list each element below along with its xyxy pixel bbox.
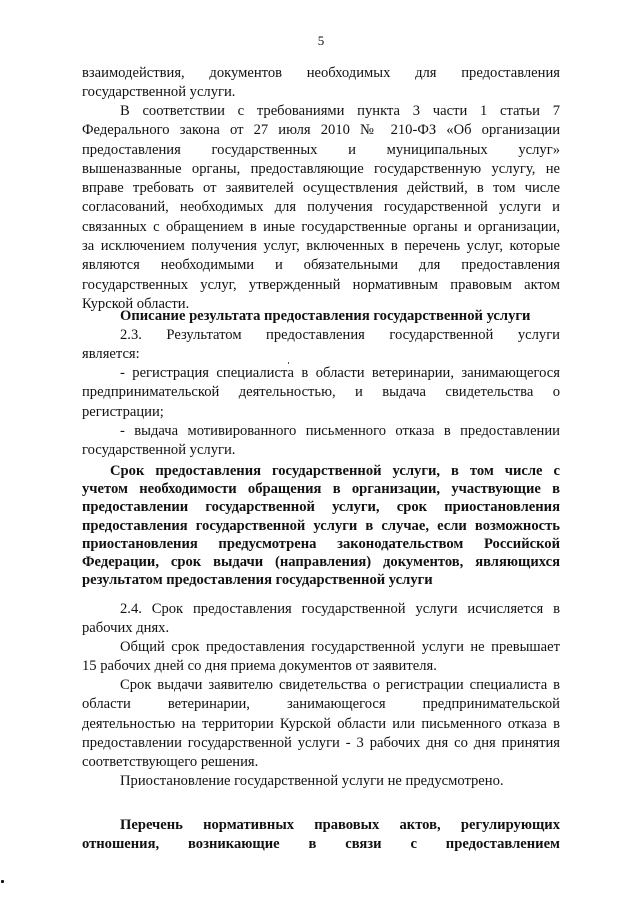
- heading-line: предоставления государственной услуги в случае, если возможность: [82, 517, 560, 534]
- heading-line: приостановления предусмотрена законодательством Российской: [82, 535, 560, 552]
- paragraph-suspension: [82, 772, 560, 791]
- text-line: области ветеринарии, занимающегося предпринимательской: [82, 696, 560, 713]
- text-line: государственных услуг, утвержденный нормативным правовым актом: [82, 276, 560, 293]
- text-line: - выдача мотивированного письменного отказа в предоставлении: [120, 423, 560, 439]
- text-line: рабочих днях.: [82, 620, 170, 637]
- paragraph-term-days: [82, 600, 560, 639]
- text-line: предоставления государственных и муниципальных услуг»: [82, 141, 560, 158]
- text-line: связанных с обращением в иные государственные органы и организации,: [82, 218, 560, 235]
- text-line: является:: [82, 346, 140, 363]
- list-item-registration: [82, 364, 560, 422]
- text-line: вышеназванные органы, предоставляющие государственную услугу, не: [82, 160, 560, 177]
- heading-line: Срок предоставления государственной услуги, в том числе с: [110, 463, 560, 479]
- text-line: - регистрация специалиста в области ветеринарии, занимающегося: [120, 365, 560, 381]
- text-line: 15 рабочих дней со дня приема документов от заявителя.: [82, 658, 437, 675]
- list-item-refusal: [82, 422, 560, 461]
- text-line: государственной услуги.: [82, 84, 236, 101]
- text-line: согласований, необходимых для получения государственной услуги и: [82, 199, 560, 216]
- paragraph-requirements: [82, 102, 560, 314]
- heading-line: Перечень нормативных правовых актов, регулирующих: [120, 817, 560, 833]
- section-heading-term: [82, 462, 560, 589]
- text-line: Общий срок предоставления государственной услуги не превышает: [120, 639, 560, 655]
- heading-line: Описание результата предоставления государственной услуги: [120, 308, 531, 324]
- text-line: взаимодействия, документов необходимых для предоставления: [82, 65, 560, 81]
- paragraph-issue-term: [82, 676, 560, 772]
- text-line: В соответствии с требованиями пункта 3 части 1 статьи 7: [120, 103, 560, 119]
- section-heading-result: [82, 307, 560, 326]
- heading-line: учетом необходимости обращения в организации, участвующие в: [82, 481, 560, 498]
- scan-mark: [1, 880, 4, 883]
- heading-line: отношения, возникающие в связи с предоставлением: [82, 836, 560, 853]
- section-heading-acts: [82, 816, 560, 855]
- text-line: Срок выдачи заявителю свидетельства о регистрации специалиста в: [120, 677, 560, 693]
- text-line: являются необходимыми и обязательными для предоставления: [82, 257, 560, 274]
- paragraph-continuation: [82, 64, 560, 103]
- heading-line: Федерации, срок выдачи (направления) документов, являющихся: [82, 554, 560, 571]
- text-line: деятельностью на территории Курской области или письменного отказа в: [82, 715, 560, 732]
- text-line: Курской области.: [82, 295, 190, 312]
- text-line: регистрации;: [82, 403, 164, 420]
- text-line: предоставлении государственной услуги - 3 рабочих дня со дня принятия: [82, 734, 560, 751]
- text-line: Федерального закона от 27 июля 2010 № 210-ФЗ «Об организации: [82, 122, 560, 139]
- text-line: соответствующего решения.: [82, 754, 259, 771]
- text-line: вправе требовать от заявителей осуществления действий, в том числе: [82, 180, 560, 197]
- scan-speck: [288, 362, 289, 364]
- paragraph-result: [82, 326, 560, 365]
- text-line: 2.4. Срок предоставления государственной услуги исчисляется в: [120, 601, 560, 617]
- text-line: предпринимательской деятельностью, и выдача свидетельства о: [82, 384, 560, 401]
- page-number: 5: [317, 33, 325, 48]
- paragraph-total-term: [82, 638, 560, 677]
- heading-line: предоставлении государственной услуги, срок приостановления: [82, 499, 560, 516]
- text-line: за исключением получения услуг, включенных в перечень услуг, которые: [82, 238, 560, 255]
- text-line: 2.3. Результатом предоставления государственной услуги: [120, 327, 560, 343]
- text-line: государственной услуги.: [82, 442, 236, 459]
- heading-line: результатом предоставления государственной услуги: [82, 572, 433, 589]
- text-line: Приостановление государственной услуги не предусмотрено.: [120, 773, 504, 789]
